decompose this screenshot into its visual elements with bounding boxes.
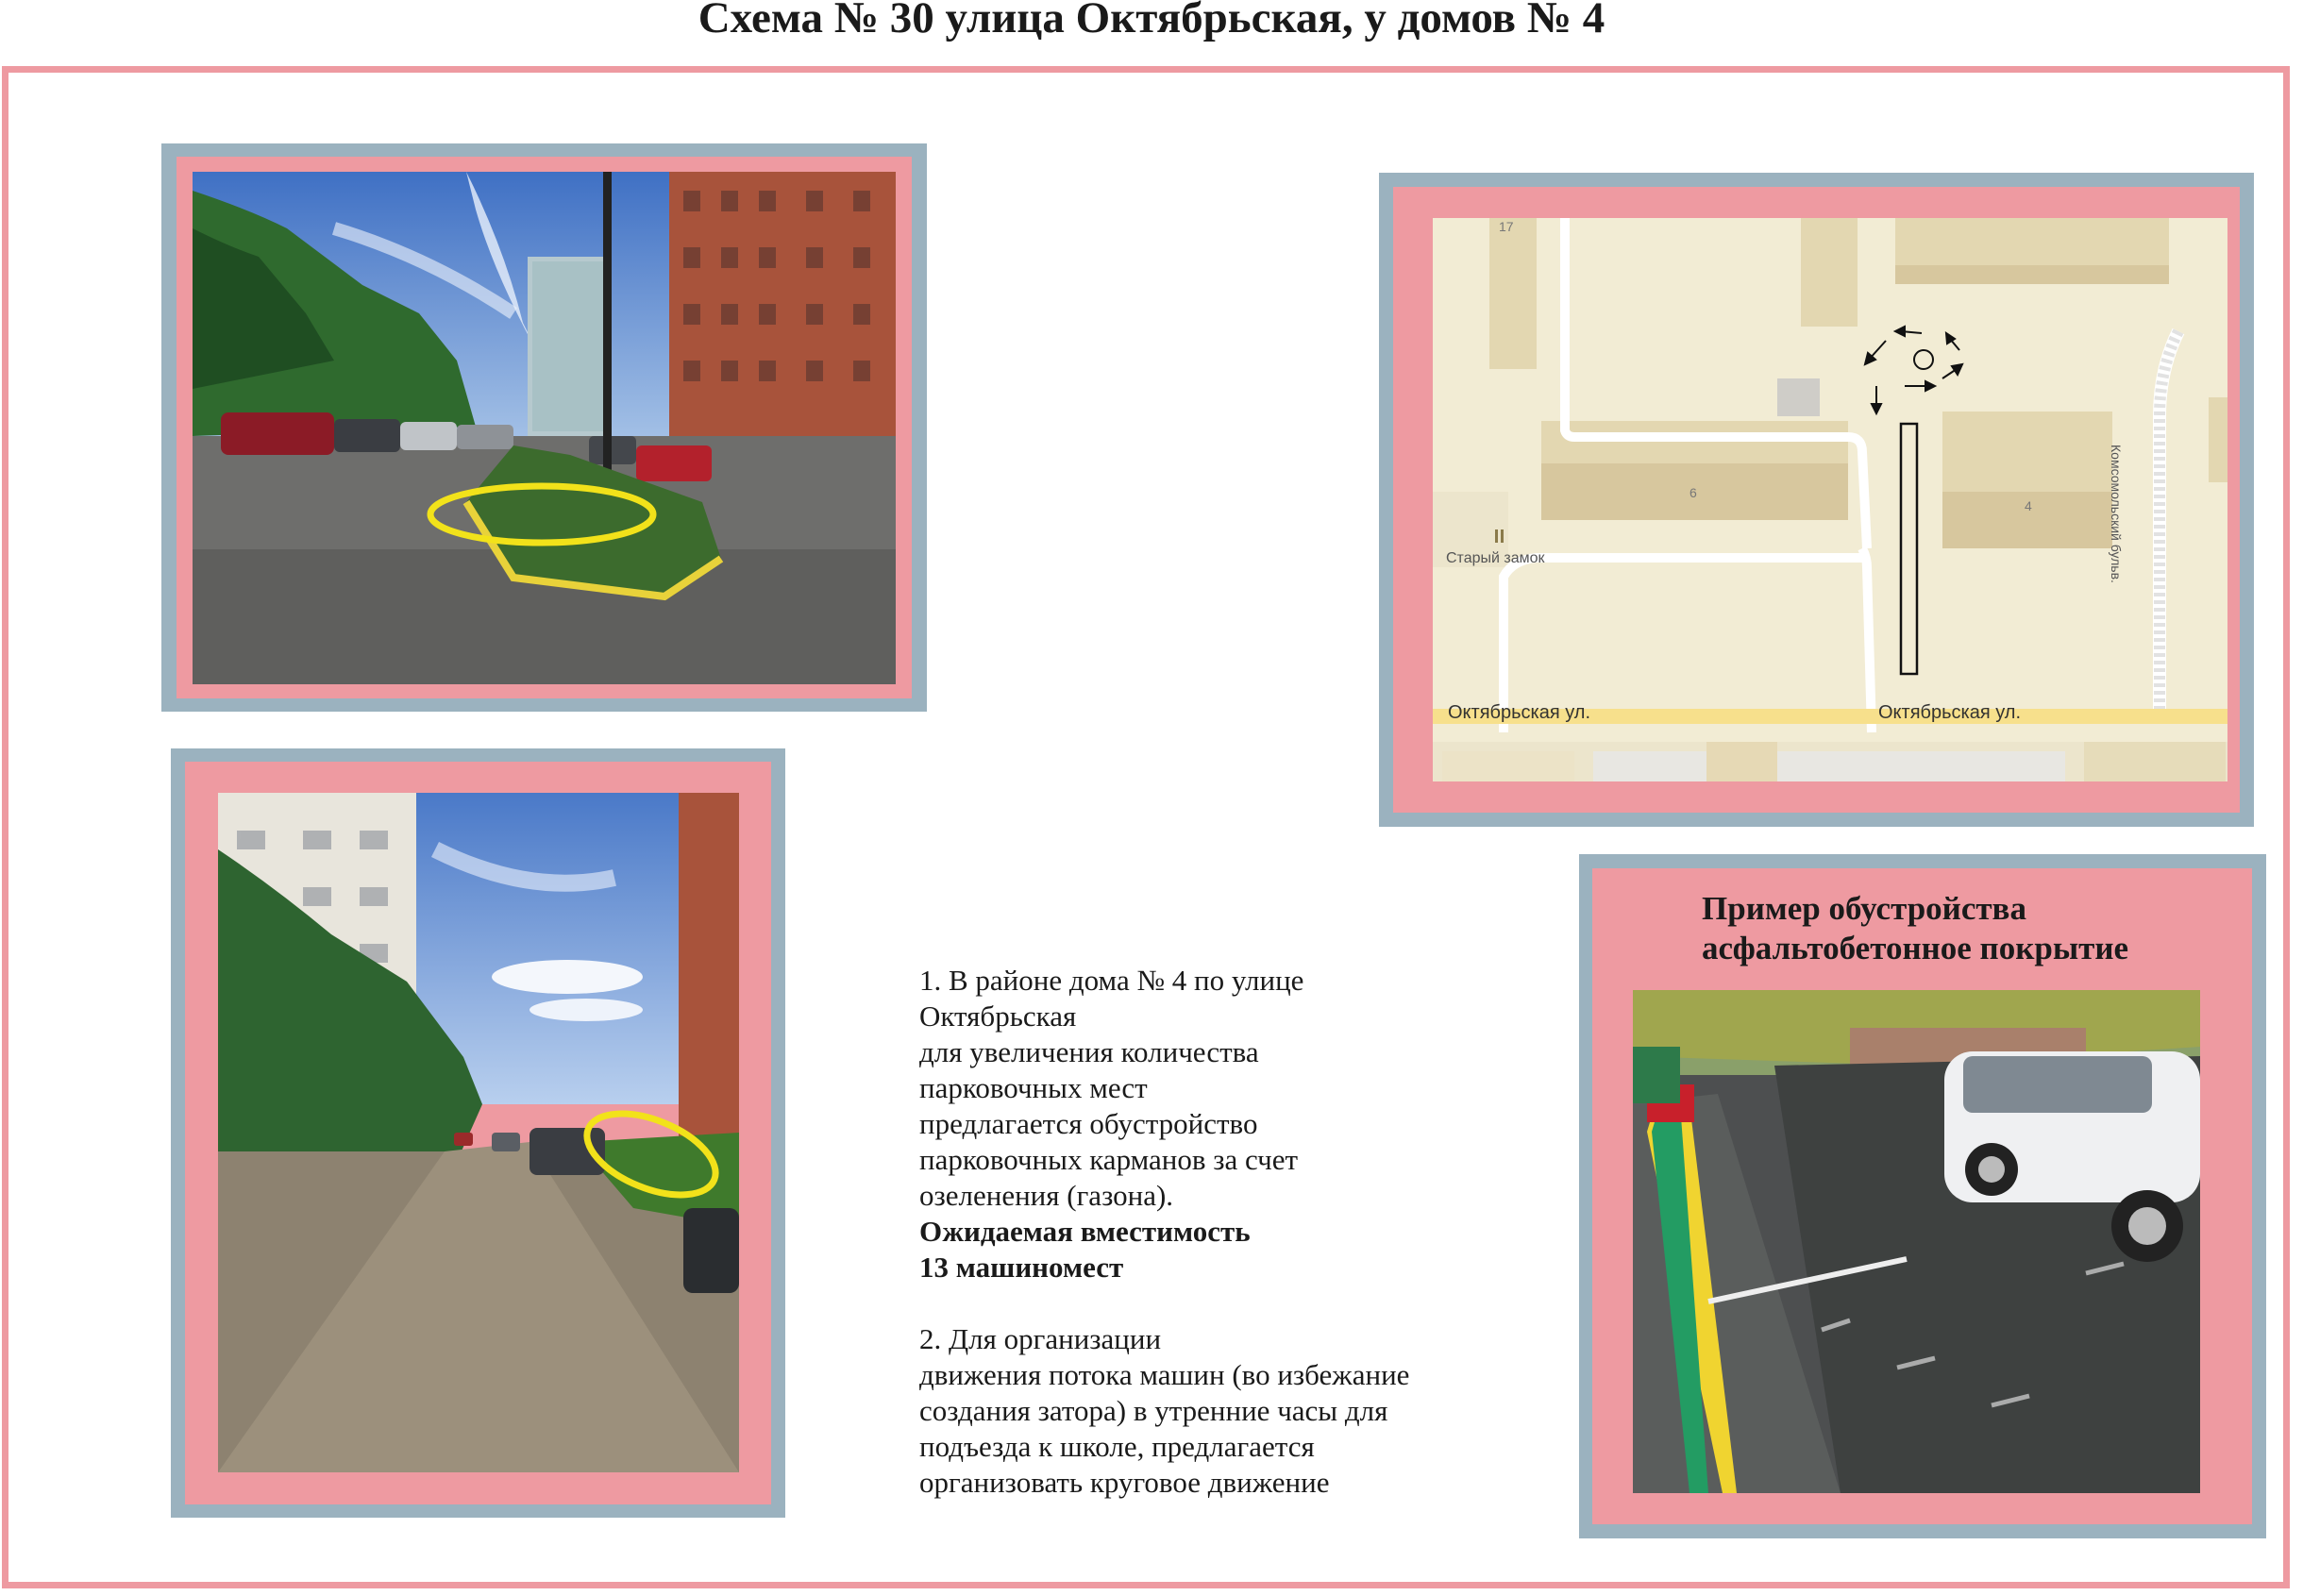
description-line: движения потока машин (во избежание (919, 1358, 1410, 1391)
description-line: 2. Для организации (919, 1322, 1162, 1355)
map-frame (1379, 173, 2254, 827)
photo-frame-bottom-left (171, 748, 785, 1518)
street-photo-1 (193, 172, 896, 684)
description-line: предлагается обустройство (919, 1107, 1258, 1140)
street-photo-2 (218, 793, 739, 1472)
location-map (1433, 218, 2227, 781)
photo-frame-top-left (161, 143, 927, 712)
house-number-label: 6 (1689, 485, 1697, 500)
capacity-line: 13 машиномест (919, 1251, 1124, 1284)
poi-label: Старый замок (1446, 550, 1545, 566)
description-line: 1. В районе дома № 4 по улице (919, 964, 1304, 997)
capacity-line: Ожидаемая вместимость (919, 1215, 1251, 1248)
page-title: Схема № 30 улица Октябрьская, у домов № 4 (698, 0, 1605, 42)
example-title-line: асфальтобетонное покрытие (1702, 930, 2129, 966)
house-number-label: 17 (1499, 219, 1514, 234)
street-label: Октябрьская ул. (1878, 702, 2022, 723)
description-line: парковочных карманов за счет (919, 1143, 1299, 1176)
street-label: Октябрьская ул. (1448, 702, 1591, 723)
boulevard-label: Комсомольский бульв. (2109, 445, 2124, 583)
example-photo (1633, 990, 2200, 1493)
description-text (919, 963, 1505, 1501)
example-title-line: Пример обустройства (1702, 890, 2026, 927)
description-line: для увеличения количества (919, 1035, 1259, 1068)
description-line: организовать круговое движение (919, 1466, 1330, 1499)
description-line: озеленения (газона). (919, 1179, 1174, 1212)
description-line: Октябрьская (919, 1000, 1077, 1033)
description-line: подъезда к школе, предлагается (919, 1430, 1315, 1463)
description-line: парковочных мест (919, 1071, 1148, 1104)
example-title (1702, 889, 2128, 968)
description-line: создания затора) в утренние часы для (919, 1394, 1388, 1427)
house-number-label: 4 (2025, 498, 2032, 513)
